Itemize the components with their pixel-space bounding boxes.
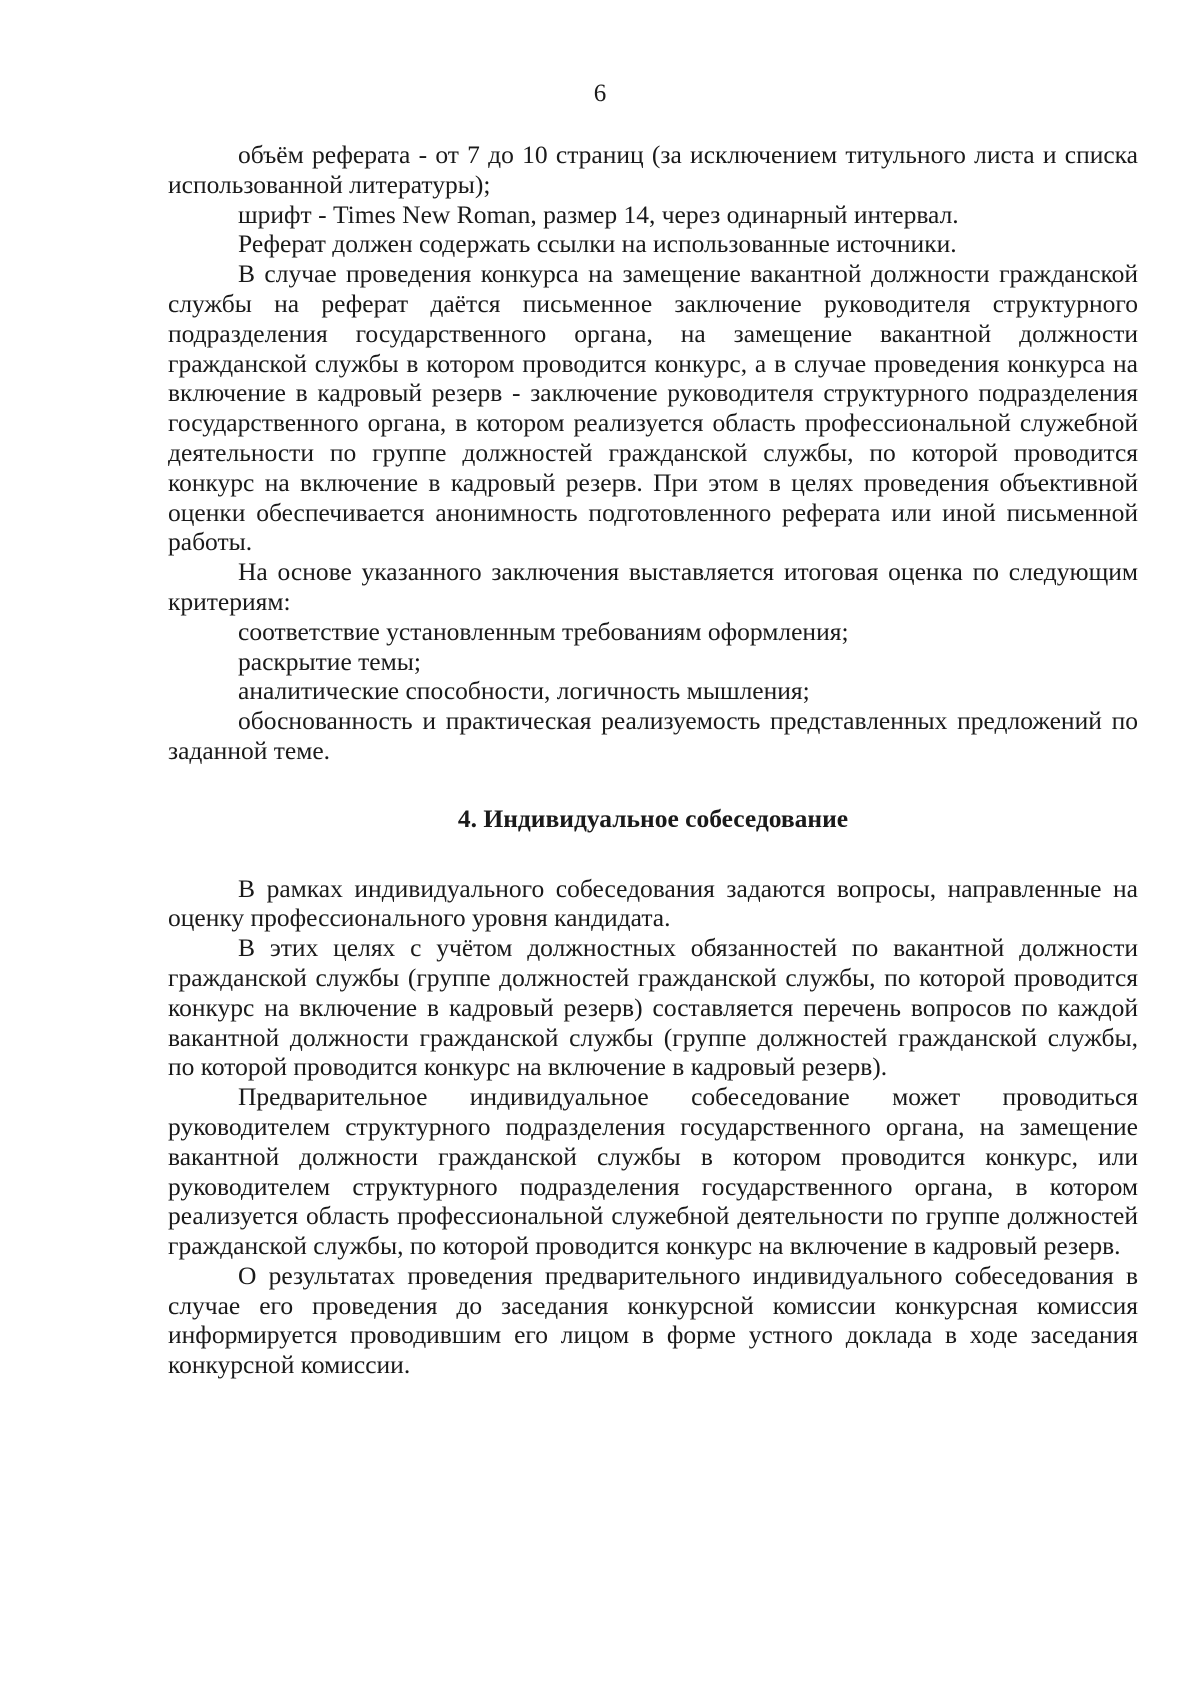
criterion-formatting: соответствие установленным требованиям оформления; xyxy=(238,616,849,646)
paragraph-preliminary-interview: Предварительное индивидуальное собеседование может проводиться руководителем структурного подразделения государственного органа, на замещение вакантной должности гражданской службы в котором проводится конкурс, или руководителем структурного подразделения государственного органа, в котором реализуется область профессиональной служебной деятельности по группе должностей гражданской службы, по которой проводится конкурс на включение в кадровый резерв. xyxy=(168,1082,1138,1261)
paragraph-abstract-length: объём реферата - от 7 до 10 страниц (за исключением титульного листа и списка использованной литературы); xyxy=(168,140,1138,199)
paragraph-question-list: В этих целях с учётом должностных обязанностей по вакантной должности гражданской службы (группе должностей гражданской службы, по которой проводится конкурс на включение в кадровый резерв) составляется перечень вопросов по каждой вакантной должности гражданской службы (группе должностей гражданской службы, по которой проводится конкурс на включение в кадровый резерв). xyxy=(168,933,1138,1082)
criterion-topic-coverage: раскрытие темы; xyxy=(238,646,421,676)
document-body xyxy=(168,140,1138,1380)
paragraph-interview-results: О результатах проведения предварительного индивидуального собеседования в случае его проведения до заседания конкурсной комиссии конкурсная комиссия информируется проводившим его лицом в форме устного доклада в ходе заседания конкурсной комиссии. xyxy=(168,1260,1138,1380)
paragraph-interview-questions: В рамках индивидуального собеседования задаются вопросы, направленные на оценку профессионального уровня кандидата. xyxy=(168,873,1138,933)
page-number: 6 xyxy=(593,80,607,107)
paragraph-font-requirement: шрифт - Times New Roman, размер 14, через одинарный интервал. xyxy=(238,199,959,229)
section-heading-interview: 4. Индивидуальное собеседование xyxy=(457,803,849,833)
paragraph-written-conclusion: В случае проведения конкурса на замещение вакантной должности гражданской службы на реферат даётся письменное заключение руководителя структурного подразделения государственного органа, на замещение вакантной должности гражданской службы в котором проводится конкурс, а в случае проведения конкурса на включение в кадровый резерв - заключение руководителя структурного подразделения государственного органа, в котором реализуется область профессиональной служебной деятельности по группе должностей гражданской службы, по которой проводится конкурс на включение в кадровый резерв. При этом в целях проведения объективной оценки обеспечивается анонимность подготовленного реферата или иной письменной работы. xyxy=(168,259,1138,557)
criterion-feasibility: обоснованность и практическая реализуемость представленных предложений по заданной теме. xyxy=(168,706,1138,765)
paragraph-assessment-criteria-intro: На основе указанного заключения выставляется итоговая оценка по следующим критериям: xyxy=(168,557,1138,616)
criterion-analytical-skills: аналитические способности, логичность мышления; xyxy=(238,676,810,706)
paragraph-references-requirement: Реферат должен содержать ссылки на использованные источники. xyxy=(238,229,957,259)
